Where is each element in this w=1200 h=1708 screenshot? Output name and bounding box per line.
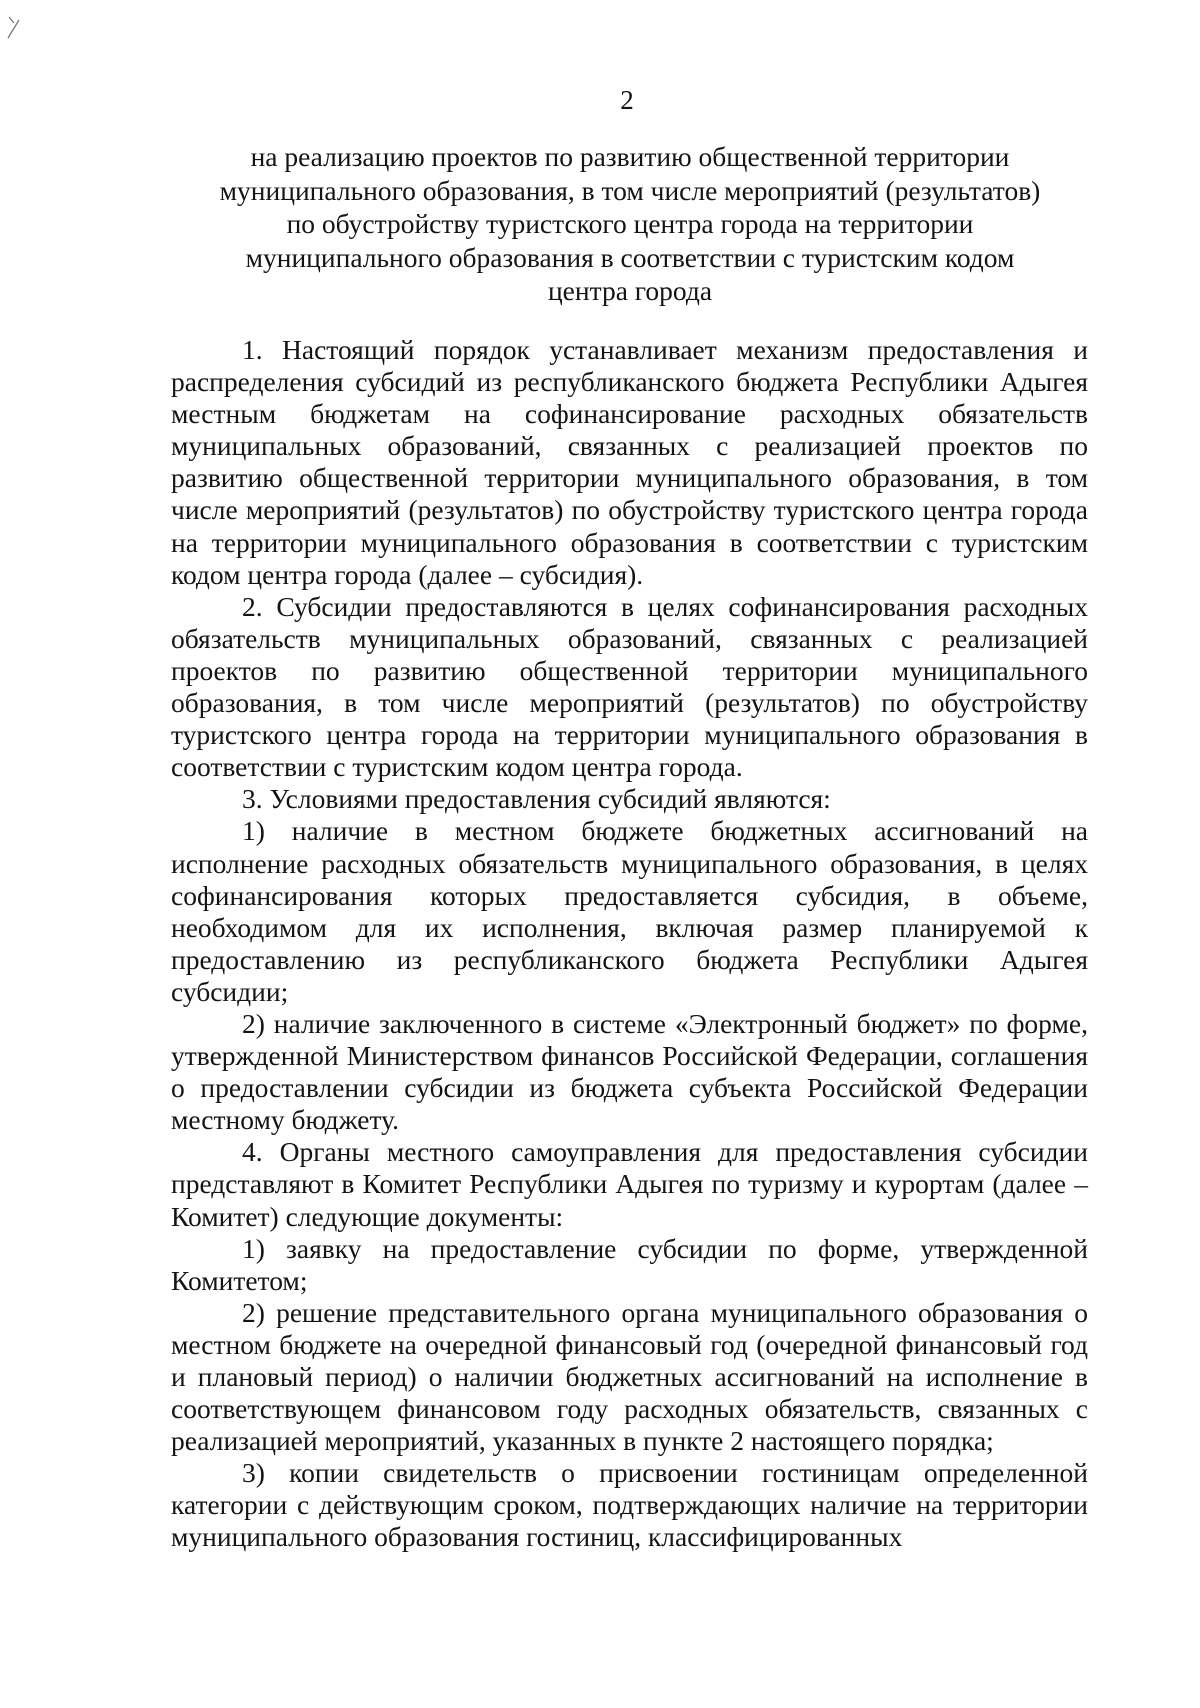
document-heading [190,140,1070,308]
paragraph-clause-4-3: 3) копии свидетельств о присвоении гостиницам определенной категории с действующим сроком, подтверждающих наличие на территории муниципального образования гостиниц, классифицированных [171,1457,1088,1553]
paragraph-clause-3-2: 2) наличие заключенного в системе «Электронный бюджет» по форме, утвержденной Министерством финансов Российской Федерации, соглашения о предоставлении субсидии из бюджета субъекта Российской Федерации местному бюджету. [171,1007,1088,1136]
paragraph-clause-4: 4. Органы местного самоуправления для предоставления субсидии представляют в Комитет Республики Адыгея по туризму и курортам (далее – Комитет) следующие документы: [171,1136,1088,1232]
paragraph-clause-4-2: 2) решение представительного органа муниципального образования о местном бюджете на очередной финансовый год (очередной финансовый год и плановый период) о наличии бюджетных ассигнований на исполнение в соответствующем финансовом году расходных обязательств, связанных с реализацией мероприятий, указанных в пункте 2 настоящего порядка; [171,1296,1088,1457]
heading-line: муниципального образования, в том числе мероприятий (результатов) [219,174,1041,206]
page-number: 2 [620,85,634,115]
paragraph-clause-2: 2. Субсидии предоставляются в целях софинансирования расходных обязательств муниципальных образований, связанных с реализацией проектов по развитию общественной территории муниципального образования, в том числе мероприятий (результатов) по обустройству туристского центра города на территории муниципального образования в соответствии с туристским кодом центра города. [171,590,1088,783]
heading-line: по обустройству туристского центра города на территории [286,208,974,239]
document-body [171,334,1088,1554]
heading-line: муниципального образования в соответствии с туристским кодом [245,241,1015,273]
paragraph-clause-3: 3. Условиями предоставления субсидий являются: [242,783,831,815]
paragraph-clause-1: 1. Настоящий порядок устанавливает механизм предоставления и распределения субсидий из республиканского бюджета Республики Адыгея местным бюджетам на софинансирование расходных обязательств муниципальных образований, связанных с реализацией проектов по развитию общественной территории муниципального образования, в том числе мероприятий (результатов) по обустройству туристского центра города на территории муниципального образования в соответствии с туристским кодом центра города (далее – субсидия). [171,334,1088,590]
scan-mark-icon [6,14,30,42]
paragraph-clause-4-1: 1) заявку на предоставление субсидии по форме, утвержденной Комитетом; [171,1232,1088,1296]
paragraph-clause-3-1: 1) наличие в местном бюджете бюджетных ассигнований на исполнение расходных обязательств муниципального образования, в целях софинансирования которых предоставляется субсидия, в объеме, необходимом для их исполнения, включая размер планируемой к предоставлению из республиканского бюджета Республики Адыгея субсидии; [171,815,1088,1007]
heading-line: центра города [547,275,713,306]
heading-line: на реализацию проектов по развитию общественной территории [250,141,1010,172]
